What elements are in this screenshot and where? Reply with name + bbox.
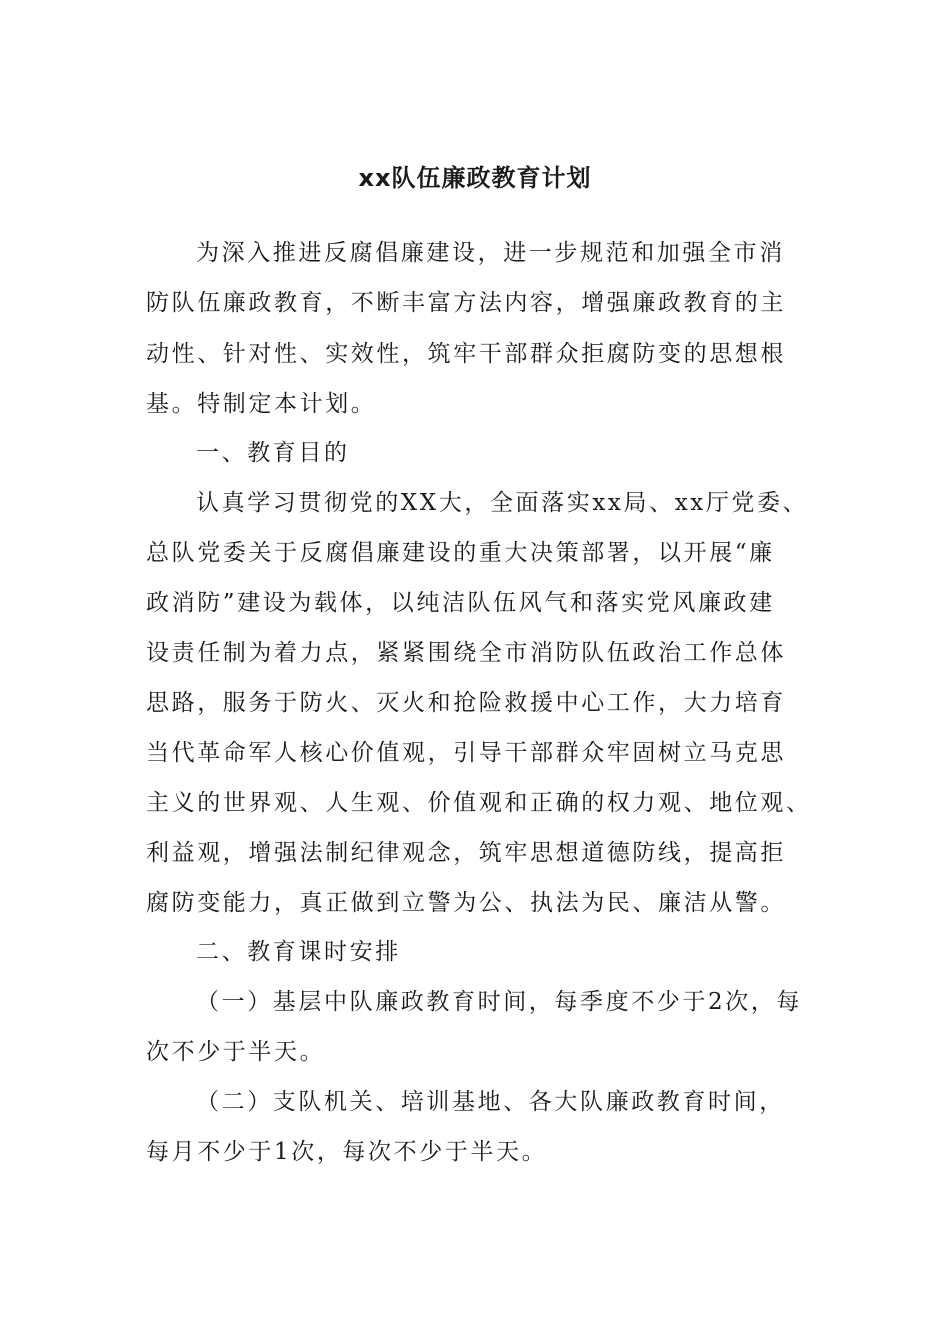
paragraph-line: （二）支队机关、培训基地、各大队廉政教育时间， xyxy=(196,1089,785,1115)
paragraph-line: 思路，服务于防火、灭火和抢险救援中心工作，大力培育 xyxy=(146,690,786,716)
paragraph-line: （一）基层中队廉政教育时间，每季度不少于2次，每 xyxy=(196,989,803,1015)
paragraph-line: 当代革命军人核心价值观，引导干部群众牢固树立马克思 xyxy=(146,740,786,766)
paragraph-line: 主义的世界观、人生观、价值观和正确的权力观、地位观、 xyxy=(146,790,812,816)
paragraph-line: 每月不少于1次，每次不少于半天。 xyxy=(146,1139,548,1165)
paragraph-line: 为深入推进反腐倡廉建设，进一步规范和加强全市消 xyxy=(196,240,785,266)
paragraph-line: 防队伍廉政教育，不断丰富方法内容，增强廉政教育的主 xyxy=(146,290,786,316)
paragraph-line: 动性、针对性、实效性，筑牢干部群众拒腐防变的思想根 xyxy=(146,341,786,367)
paragraph-line: 认真学习贯彻党的XX大，全面落实xx局、xx厅党委、 xyxy=(196,490,809,516)
paragraph-line: 设责任制为着力点，紧紧围绕全市消防队伍政治工作总体 xyxy=(146,640,786,666)
paragraph-line: 基。特制定本计划。 xyxy=(146,391,377,417)
document-title: xx队伍廉政教育计划 xyxy=(358,164,592,192)
paragraph-line: 政消防”建设为载体，以纯洁队伍风气和落实党风廉政建 xyxy=(146,590,775,616)
paragraph-line: 次不少于半天。 xyxy=(146,1039,326,1065)
paragraph-line: 腐防变能力，真正做到立警为公、执法为民、廉洁从警。 xyxy=(146,890,786,916)
paragraph-line: 利益观，增强法制纪律观念，筑牢思想道德防线，提高拒 xyxy=(146,840,786,866)
section-heading: 一、教育目的 xyxy=(196,440,350,466)
paragraph-line: 总队党委关于反腐倡廉建设的重大决策部署，以开展“廉 xyxy=(146,540,775,566)
section-heading: 二、教育课时安排 xyxy=(196,939,401,965)
